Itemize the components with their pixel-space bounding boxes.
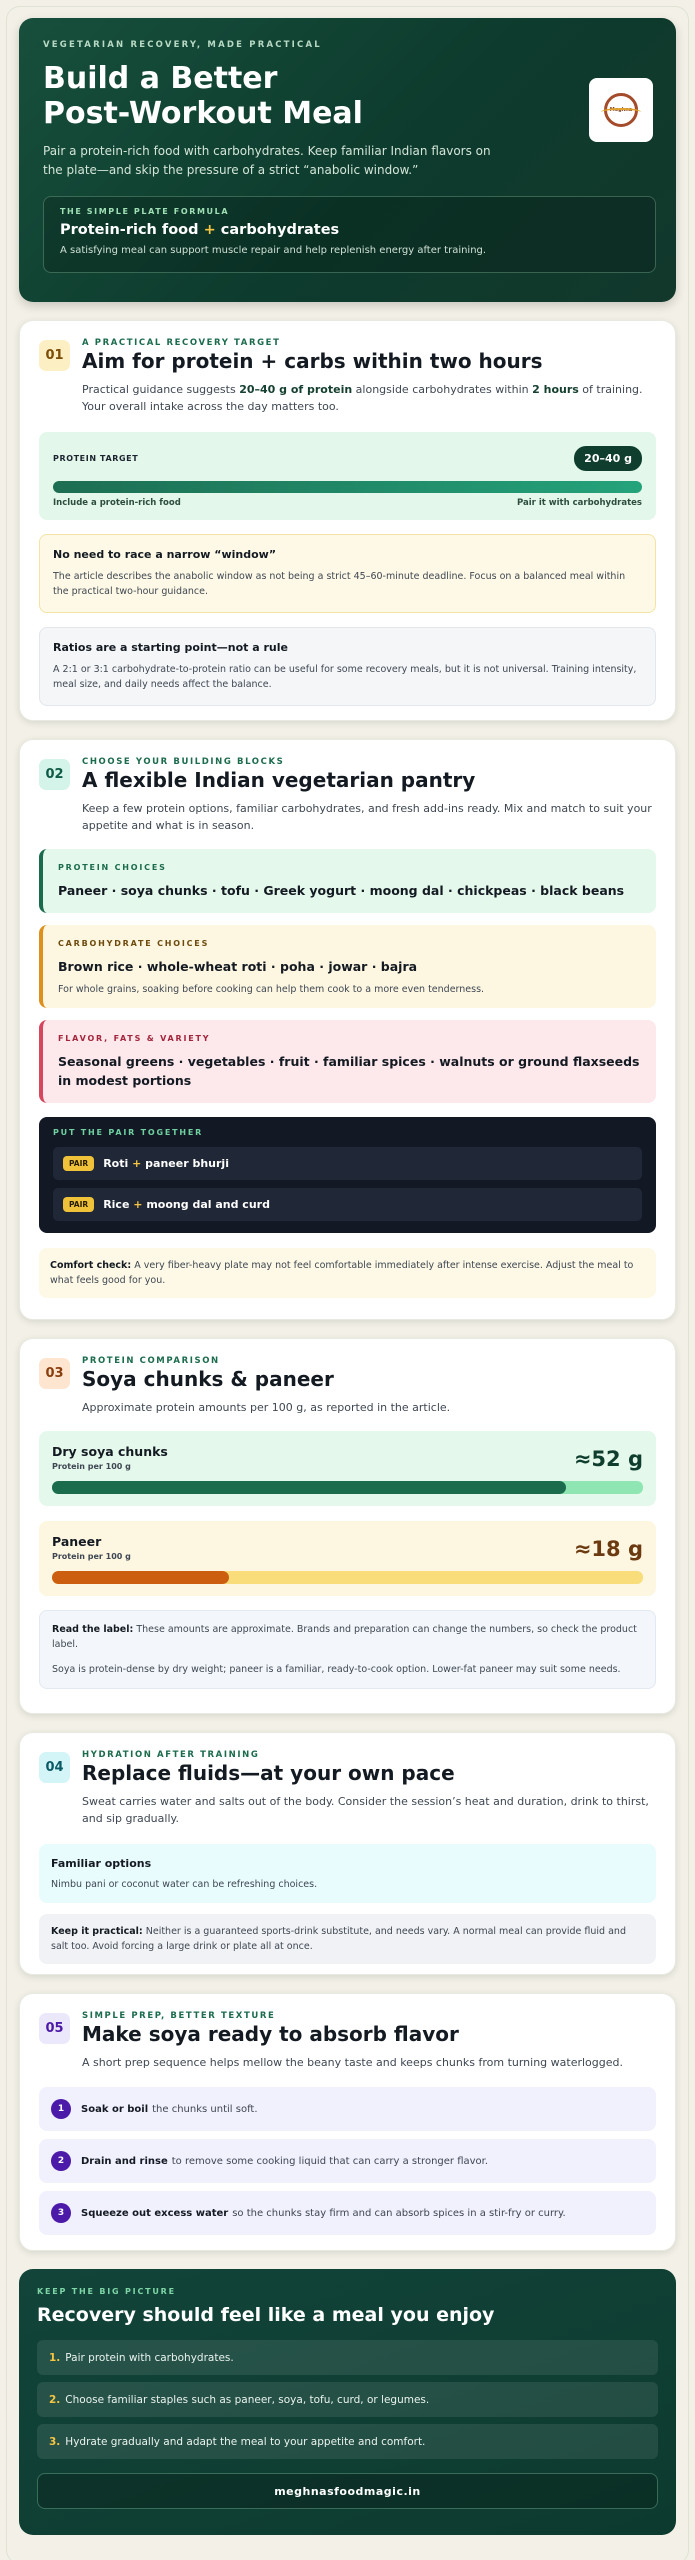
ratio-note (39, 627, 656, 706)
logo-text: Meghna (609, 107, 633, 113)
section-title: Replace fluids—at your own pace (82, 1761, 455, 1785)
section-number-3: 03 (39, 1358, 70, 1389)
step-detail: to remove some cooking liquid that can carry a stronger flavor. (171, 2155, 489, 2167)
step-number: 3 (51, 2203, 71, 2223)
section-kicker: PROTEIN COMPARISON (82, 1356, 220, 1366)
paneer-comparison (39, 1521, 656, 1596)
formula-part-protein: Protein-rich food (60, 222, 199, 238)
flavor-choices-list: Seasonal greens · vegetables · fruit · familiar spices · walnuts or ground flaxseeds in modest portions (58, 1054, 640, 1088)
logo-mark (604, 93, 638, 127)
section-number-5: 05 (39, 2013, 70, 2044)
pair-carb: Roti (103, 1157, 129, 1170)
paneer-unit-label: Protein per 100 g (52, 1552, 131, 1561)
section-intro: Practical guidance suggests 20–40 g of protein alongside carbohydrates within 2 hours of training. Your overall intake across the day matters too. (82, 383, 643, 413)
formula-part-carbs: carbohydrates (220, 222, 340, 238)
comfort-check-note: Comfort check: A very fiber-heavy plate may not feel comfortable immediately after intense exercise. Adjust the meal to what feels good for you. (39, 1248, 656, 1298)
section-number-4: 04 (39, 1752, 70, 1783)
section-number-1: 01 (39, 340, 70, 371)
section-title: Aim for protein + carbs within two hours (82, 349, 543, 373)
section-intro: Keep a few protein options, familiar carbohydrates, and fresh add-ins ready. Mix and match to suit your appetite and what is in season. (82, 802, 652, 832)
familiar-options (39, 1844, 656, 1903)
formula-text (60, 222, 639, 238)
window-note-title: No need to race a narrow “window” (53, 548, 277, 561)
protein-target-pill: 20–40 g (574, 446, 642, 471)
protein-target-label: PROTEIN TARGET (53, 454, 139, 463)
protein-choices-kicker: PROTEIN CHOICES (58, 863, 167, 872)
familiar-options-title: Familiar options (51, 1857, 152, 1870)
hero-kicker: VEGETARIAN RECOVERY, MADE PRACTICAL (43, 40, 322, 50)
page-title (43, 61, 656, 131)
summary-item: 2. Choose familiar staples such as paneer, soya, tofu, curd, or legumes. (37, 2382, 658, 2417)
big-picture-footer (19, 2269, 676, 2535)
ratio-note-title: Ratios are a starting point—not a rule (53, 641, 288, 654)
step-detail: the chunks until soft. (152, 2103, 258, 2115)
summary-item: 1. Pair protein with carbohydrates. (37, 2340, 658, 2375)
hero-lead: Pair a protein-rich food with carbohydrates. Keep familiar Indian flavors on the plate—and skip the pressure of a strict “anabolic window.” (43, 144, 491, 177)
protein-target-box (39, 432, 656, 520)
step-action: Squeeze out excess water (81, 2207, 229, 2219)
footer-title: Recovery should feel like a meal you enjoy (37, 2304, 495, 2326)
hero-banner (19, 18, 676, 302)
prep-step (39, 2139, 656, 2183)
step-number: 1 (51, 2099, 71, 2119)
flavor-choices-kicker: FLAVOR, FATS & VARIETY (58, 1034, 211, 1043)
section-recovery-target (19, 320, 676, 721)
section-kicker: SIMPLE PREP, BETTER TEXTURE (82, 2011, 276, 2021)
section-kicker: A PRACTICAL RECOVERY TARGET (82, 338, 281, 348)
pair-tag: PAIR (63, 1156, 94, 1171)
pair-kicker: PUT THE PAIR TOGETHER (53, 1128, 204, 1137)
paneer-protein-bar (52, 1571, 643, 1584)
section-intro: A short prep sequence helps mellow the beany taste and keeps chunks from turning waterlogged. (82, 2056, 624, 2069)
pair-together-box (39, 1117, 656, 1233)
brand-logo[interactable] (589, 78, 653, 142)
step-action: Soak or boil (81, 2103, 149, 2115)
plus-sign: + (203, 222, 216, 238)
prep-step (39, 2087, 656, 2131)
prep-step (39, 2191, 656, 2235)
carb-choices-list: Brown rice · whole-wheat roti · poha · jowar · bajra (58, 959, 418, 974)
section-title: Make soya ready to absorb flavor (82, 2022, 459, 2046)
section-intro: Sweat carries water and salts out of the body. Consider the session’s heat and duration, drink to thirst, and sip gradually. (82, 1795, 649, 1825)
window-note (39, 534, 656, 613)
protein-choices-list: Paneer · soya chunks · tofu · Greek yogurt · moong dal · chickpeas · black beans (58, 883, 625, 898)
title-line-1: Build a Better (43, 61, 278, 96)
step-number: 2 (51, 2151, 71, 2171)
section-pantry (19, 739, 676, 1320)
plus-sign: + (132, 1157, 142, 1170)
carb-choices (39, 925, 656, 1008)
carb-choices-note: For whole grains, soaking before cooking can help them cook to a more even tenderness. (58, 984, 485, 995)
section-kicker: CHOOSE YOUR BUILDING BLOCKS (82, 757, 285, 767)
section-title: A flexible Indian vegetarian pantry (82, 768, 476, 792)
soya-protein-fill (52, 1481, 566, 1494)
section-protein-comparison (19, 1338, 676, 1714)
pair-tag: PAIR (63, 1197, 94, 1212)
paneer-protein-value: ≈18 g (573, 1537, 643, 1561)
soya-unit-label: Protein per 100 g (52, 1462, 131, 1471)
pair-row (53, 1188, 642, 1221)
bar-left-label: Include a protein-rich food (53, 498, 181, 508)
pair-carb: Rice (103, 1198, 130, 1211)
paneer-name: Paneer (52, 1534, 102, 1549)
pair-protein: moong dal and curd (146, 1198, 270, 1211)
section-intro: Approximate protein amounts per 100 g, as reported in the article. (82, 1401, 451, 1414)
section-soya-prep (19, 1993, 676, 2251)
bar-right-label: Pair it with carbohydrates (517, 498, 642, 508)
website-link[interactable]: meghnasfoodmagic.in (37, 2473, 658, 2509)
formula-kicker: THE SIMPLE PLATE FORMULA (60, 207, 230, 216)
read-label-note: Read the label: These amounts are approximate. Brands and preparation can change the numbers, so check the product label. Soya is protein-dense by dry weight; paneer is a familiar, ready-to-cook option. Lower-fat paneer may suit some needs. (39, 1610, 656, 1689)
section-title: Soya chunks & paneer (82, 1367, 334, 1391)
ratio-note-text: A 2:1 or 3:1 carbohydrate-to-protein ratio can be useful for some recovery meals, but it is not universal. Training intensity, meal size, and daily needs affect the balance. (53, 664, 637, 690)
section-number-2: 02 (39, 759, 70, 790)
familiar-options-text: Nimbu pani or coconut water can be refreshing choices. (51, 1879, 318, 1890)
flavor-choices (39, 1020, 656, 1103)
plus-sign: + (133, 1198, 143, 1211)
footer-kicker: KEEP THE BIG PICTURE (37, 2287, 176, 2296)
pair-row (53, 1147, 642, 1180)
soya-protein-bar (52, 1481, 643, 1494)
carb-choices-kicker: CARBOHYDRATE CHOICES (58, 939, 210, 948)
formula-note: A satisfying meal can support muscle repair and help replenish energy after training. (60, 245, 487, 256)
protein-target-bar (53, 481, 642, 493)
soya-name: Dry soya chunks (52, 1444, 168, 1459)
section-kicker: HYDRATION AFTER TRAINING (82, 1750, 260, 1760)
step-detail: so the chunks stay firm and can absorb spices in a stir-fry or curry. (232, 2207, 566, 2219)
section-hydration (19, 1732, 676, 1975)
plate-formula (43, 196, 656, 273)
step-action: Drain and rinse (81, 2155, 168, 2167)
window-note-text: The article describes the anabolic window as not being a strict 45–60-minute deadline. Focus on a balanced meal within the practical two-hour guidance. (53, 571, 626, 597)
keep-practical-note: Keep it practical: Neither is a guaranteed sports-drink substitute, and needs vary. A normal meal can provide fluid and salt too. Avoid forcing a large drink or plate all at once. (39, 1914, 656, 1964)
pair-protein: paneer bhurji (145, 1157, 229, 1170)
protein-choices (39, 849, 656, 913)
soya-protein-value: ≈52 g (573, 1447, 643, 1471)
summary-item: 3. Hydrate gradually and adapt the meal to your appetite and comfort. (37, 2424, 658, 2459)
soya-comparison (39, 1431, 656, 1506)
title-line-2: Post-Workout Meal (43, 96, 363, 131)
paneer-protein-fill (52, 1571, 229, 1584)
